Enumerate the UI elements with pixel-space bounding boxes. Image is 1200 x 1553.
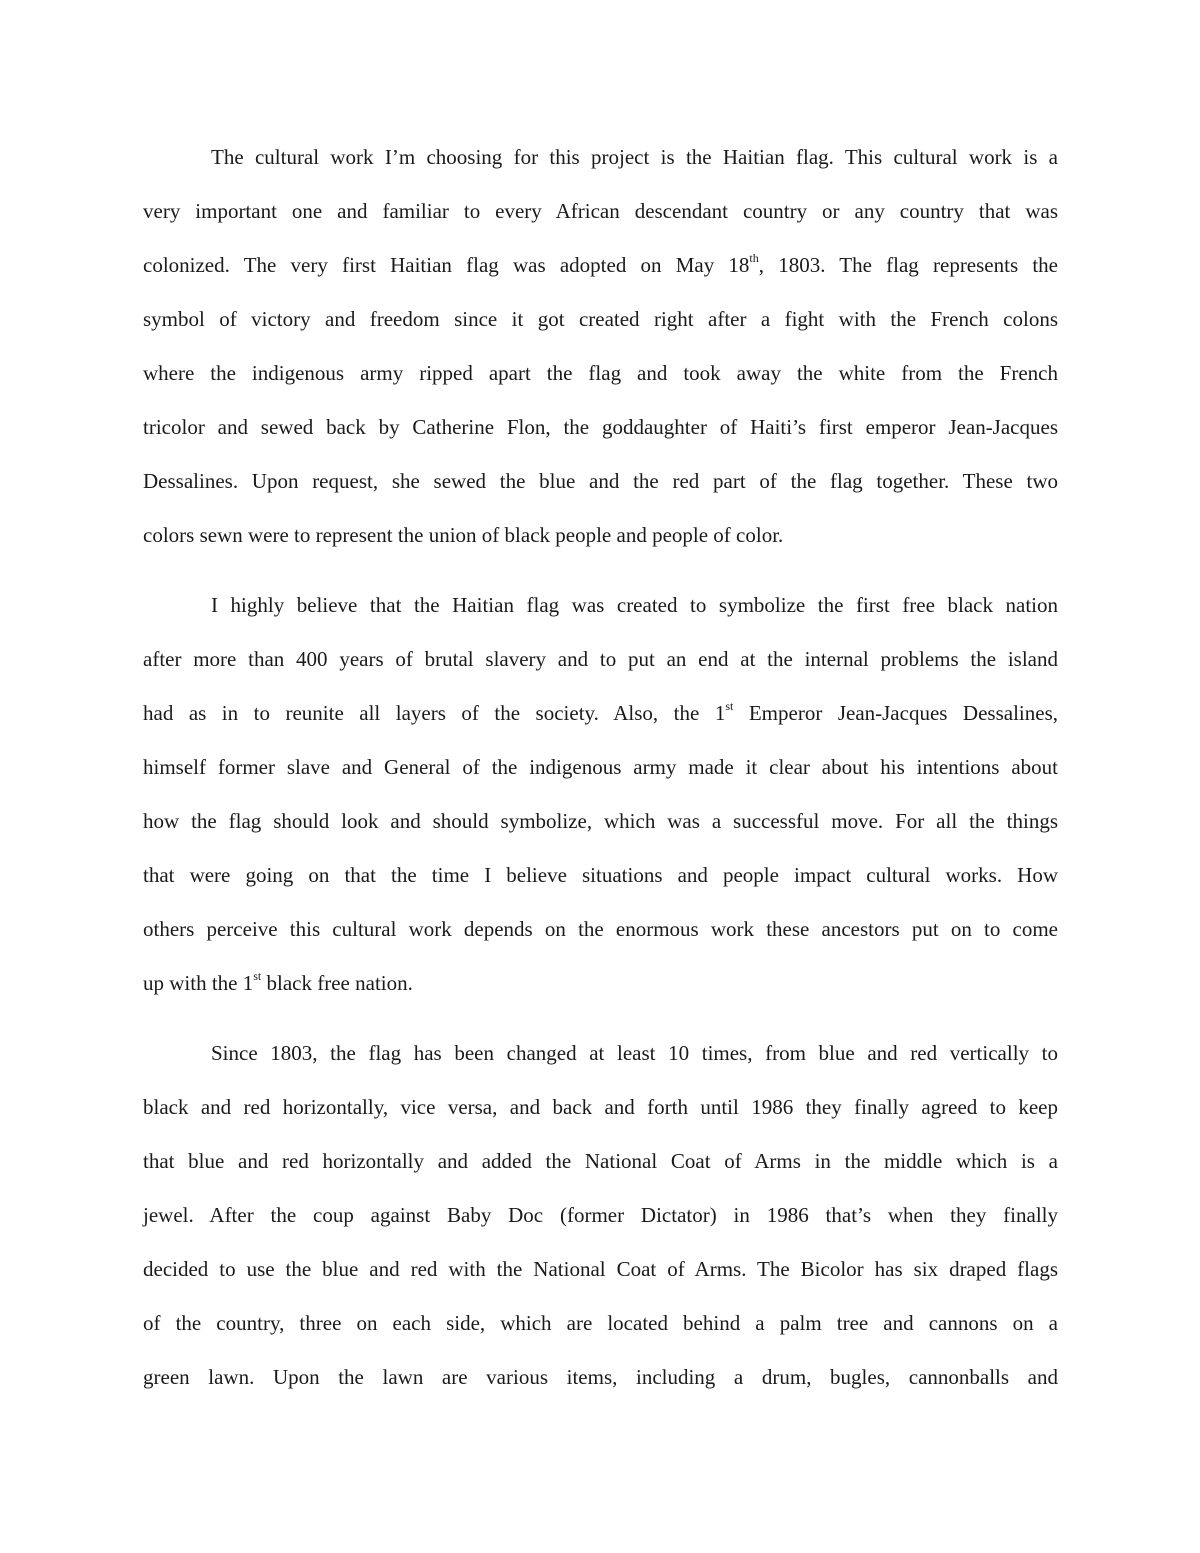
paragraph-1-line-8	[143, 521, 1058, 549]
superscript: st	[725, 699, 734, 713]
text-segment: himself former slave and General of the indigenous army made it clear about his intentions about	[143, 755, 1058, 779]
paragraph-1-line-5	[143, 359, 1058, 387]
text-segment: jewel. After the coup against Baby Doc (former Dictator) in 1986 that’s when they finally	[143, 1203, 1058, 1227]
paragraph-1-line-4	[143, 305, 1058, 333]
text-segment: black free nation.	[261, 971, 413, 995]
paragraph-2-line-1	[211, 591, 1058, 619]
superscript: th	[749, 251, 759, 265]
text-segment: how the flag should look and should symbolize, which was a successful move. For all the things	[143, 809, 1058, 833]
text-segment: black and red horizontally, vice versa, and back and forth until 1986 they finally agreed to keep	[143, 1095, 1058, 1119]
paragraph-2-line-4	[143, 753, 1058, 781]
paragraph-1-line-6	[143, 413, 1058, 441]
paragraph-2-line-6	[143, 861, 1058, 889]
paragraph-1-line-7	[143, 467, 1058, 495]
text-segment: decided to use the blue and red with the National Coat of Arms. The Bicolor has six draped flags	[143, 1257, 1058, 1281]
paragraph-2-line-8	[143, 969, 1058, 997]
paragraph-2-line-7	[143, 915, 1058, 943]
text-segment: after more than 400 years of brutal slavery and to put an end at the internal problems the island	[143, 647, 1058, 671]
text-segment: tricolor and sewed back by Catherine Flon, the goddaughter of Haiti’s first emperor Jean-Jacques	[143, 415, 1058, 439]
text-segment: The cultural work I’m choosing for this project is the Haitian flag. This cultural work is a	[211, 145, 1058, 169]
text-segment: colonized. The very first Haitian flag was adopted on May 18	[143, 253, 750, 277]
paragraph-2-line-3	[143, 699, 1058, 727]
paragraph-3-line-2	[143, 1093, 1058, 1121]
superscript: st	[253, 969, 262, 983]
paragraph-3-line-6	[143, 1309, 1058, 1337]
paragraph-1-line-2	[143, 197, 1058, 225]
text-segment: I highly believe that the Haitian flag was created to symbolize the first free black nation	[211, 593, 1058, 617]
text-segment: , 1803. The flag represents the	[758, 253, 1058, 277]
paragraph-1-line-1	[211, 143, 1058, 171]
text-segment: others perceive this cultural work depends on the enormous work these ancestors put on to come	[143, 917, 1058, 941]
text-segment: colors sewn were to represent the union of black people and people of color.	[143, 523, 784, 547]
paragraph-3-line-1	[211, 1039, 1058, 1067]
text-segment: up with the 1	[143, 971, 254, 995]
paragraph-3-line-3	[143, 1147, 1058, 1175]
text-segment: very important one and familiar to every African descendant country or any country that was	[143, 199, 1058, 223]
text-segment: had as in to reunite all layers of the society. Also, the 1	[143, 701, 726, 725]
paragraph-2-line-5	[143, 807, 1058, 835]
paragraph-3-line-4	[143, 1201, 1058, 1229]
text-segment: symbol of victory and freedom since it got created right after a fight with the French colons	[143, 307, 1058, 331]
text-segment: of the country, three on each side, which are located behind a palm tree and cannons on a	[143, 1311, 1058, 1335]
text-segment: Emperor Jean-Jacques Dessalines,	[733, 701, 1059, 725]
paragraph-1-line-3	[143, 251, 1058, 279]
paragraph-3-line-5	[143, 1255, 1058, 1283]
text-segment: Dessalines. Upon request, she sewed the blue and the red part of the flag together. These two	[143, 469, 1058, 493]
paragraph-3-line-7	[143, 1363, 1058, 1391]
text-segment: where the indigenous army ripped apart the flag and took away the white from the French	[143, 361, 1058, 385]
text-segment: that were going on that the time I believe situations and people impact cultural works. How	[143, 863, 1058, 887]
text-segment: green lawn. Upon the lawn are various items, including a drum, bugles, cannonballs and	[143, 1365, 1058, 1389]
text-segment: Since 1803, the flag has been changed at least 10 times, from blue and red vertically to	[211, 1041, 1058, 1065]
paragraph-2-line-2	[143, 645, 1058, 673]
text-segment: that blue and red horizontally and added the National Coat of Arms in the middle which is a	[143, 1149, 1058, 1173]
